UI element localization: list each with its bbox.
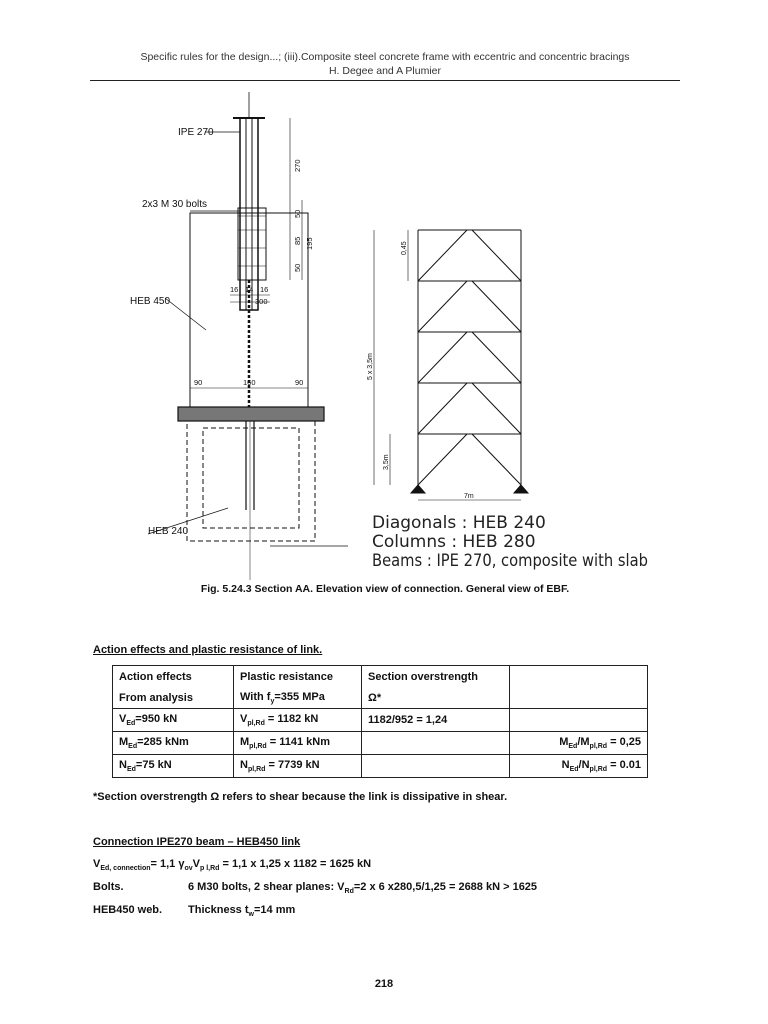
frame-height-label: 5 x 3,5m	[367, 353, 374, 380]
table-cell	[510, 709, 648, 732]
table-cell: $V_{pl,Rd} = 1182$ kN	[234, 709, 362, 732]
running-header	[90, 50, 680, 78]
dim-90-right: 90	[295, 378, 304, 387]
dim-50-top: 50	[293, 209, 302, 218]
frame-legend	[372, 513, 648, 571]
dim-195: 195	[305, 237, 314, 250]
table-cell	[362, 732, 510, 755]
table-header-cell: With $f_y=355$ MPa	[234, 688, 362, 709]
calc-shear-connection: $V_{Ed, connection}= 1,1$ $\gamma_{ov}V_{p l,Rd} = 1,1$ x 1,25 x 1182 = 1625 kN	[93, 858, 372, 873]
frame-link-label: 0,45	[401, 241, 408, 255]
table-header-cell	[510, 688, 648, 709]
table-header-cell: Plastic resistance	[234, 666, 362, 689]
dim-16-right: 16	[260, 285, 269, 294]
table-row	[113, 755, 648, 778]
footnote: *Section overstrength Ω refers to shear because the link is dissipative in shear.	[93, 791, 508, 803]
dim-50-bottom: 50	[293, 263, 302, 272]
table-row	[113, 709, 648, 732]
table-row	[113, 732, 648, 755]
table-cell: $N_{Ed}/N_{pl,Rd} = 0.01$	[510, 755, 648, 778]
legend-columns: Columns : HEB 280	[372, 532, 536, 552]
header-authors: H. Degee and A Plumier	[328, 65, 442, 77]
label-heb450: HEB 450	[130, 296, 171, 307]
slab-plate	[178, 407, 324, 421]
dim-90-left: 90	[194, 378, 203, 387]
fy-value: =355 MPa	[274, 690, 325, 703]
table-cell: $M_{pl,Rd} = 1141$ kNm	[234, 732, 362, 755]
table-header-cell: Section overstrength	[362, 666, 510, 689]
table-cell: $N_{Ed}=75$ kN	[113, 755, 234, 778]
table-cell: 1182/952 = 1,24	[362, 709, 510, 732]
dim-14: 14	[245, 285, 254, 294]
legend-diagonals: Diagonals : HEB 240	[372, 513, 546, 533]
figure-caption: Fig. 5.24.3 Section AA. Elevation view of connection. General view of EBF.	[200, 583, 570, 595]
heb240-column	[187, 421, 315, 541]
frame-storey-label: 3,5m	[383, 454, 390, 470]
table-cell: $M_{Ed}/M_{pl,Rd} = 0,25$	[510, 732, 648, 755]
table-cell	[362, 755, 510, 778]
table-cell: $M_{Ed}=285$ kNm	[113, 732, 234, 755]
table-cell: $N_{pl,Rd} = 7739$ kN	[234, 755, 362, 778]
table-header-row	[113, 688, 648, 709]
table-cell: $V_{Ed}=950$ kN	[113, 709, 234, 732]
frame-width-label: 7m	[464, 493, 474, 500]
section-title-action-effects: Action effects and plastic resistance of link.	[93, 644, 323, 656]
table-header-cell: From analysis	[113, 688, 234, 709]
dim-160: 160	[243, 378, 256, 387]
link-resistance-table	[112, 665, 648, 778]
fy-label: With f	[240, 690, 271, 703]
table-header-cell: Ω*	[362, 688, 510, 709]
dim-300: 300	[255, 297, 268, 306]
label-ipe270: IPE 270	[178, 127, 214, 138]
table-header-cell: Action effects	[113, 666, 234, 689]
calc-bolts: Bolts. 6 M30 bolts, 2 shear planes: $V_{Rd}=2$ x 6 x280,5/1,25 = 2688 kN > 1625	[93, 881, 538, 896]
legend-beams: Beams : IPE 270, composite with slab	[372, 551, 648, 571]
dim-270: 270	[293, 159, 302, 172]
page-number: 218	[374, 978, 394, 990]
header-rule	[90, 80, 680, 81]
label-heb240: HEB 240	[148, 526, 189, 537]
figure-connection-and-frame	[90, 90, 680, 580]
table-header-row	[113, 666, 648, 689]
calc-web: HEB450 web. Thickness $t_w=14$ mm	[93, 904, 296, 919]
dim-16-left: 16	[230, 285, 239, 294]
dim-85: 85	[293, 236, 302, 245]
ebf-frame	[374, 230, 528, 500]
header-title: Specific rules for the design...; (iii).Composite steel concrete frame with eccentric and concentric bracings	[140, 51, 630, 63]
section-title-connection: Connection IPE270 beam – HEB450 link	[93, 836, 301, 848]
table-header-cell	[510, 666, 648, 689]
label-bolts: 2x3 M 30 bolts	[142, 199, 208, 210]
